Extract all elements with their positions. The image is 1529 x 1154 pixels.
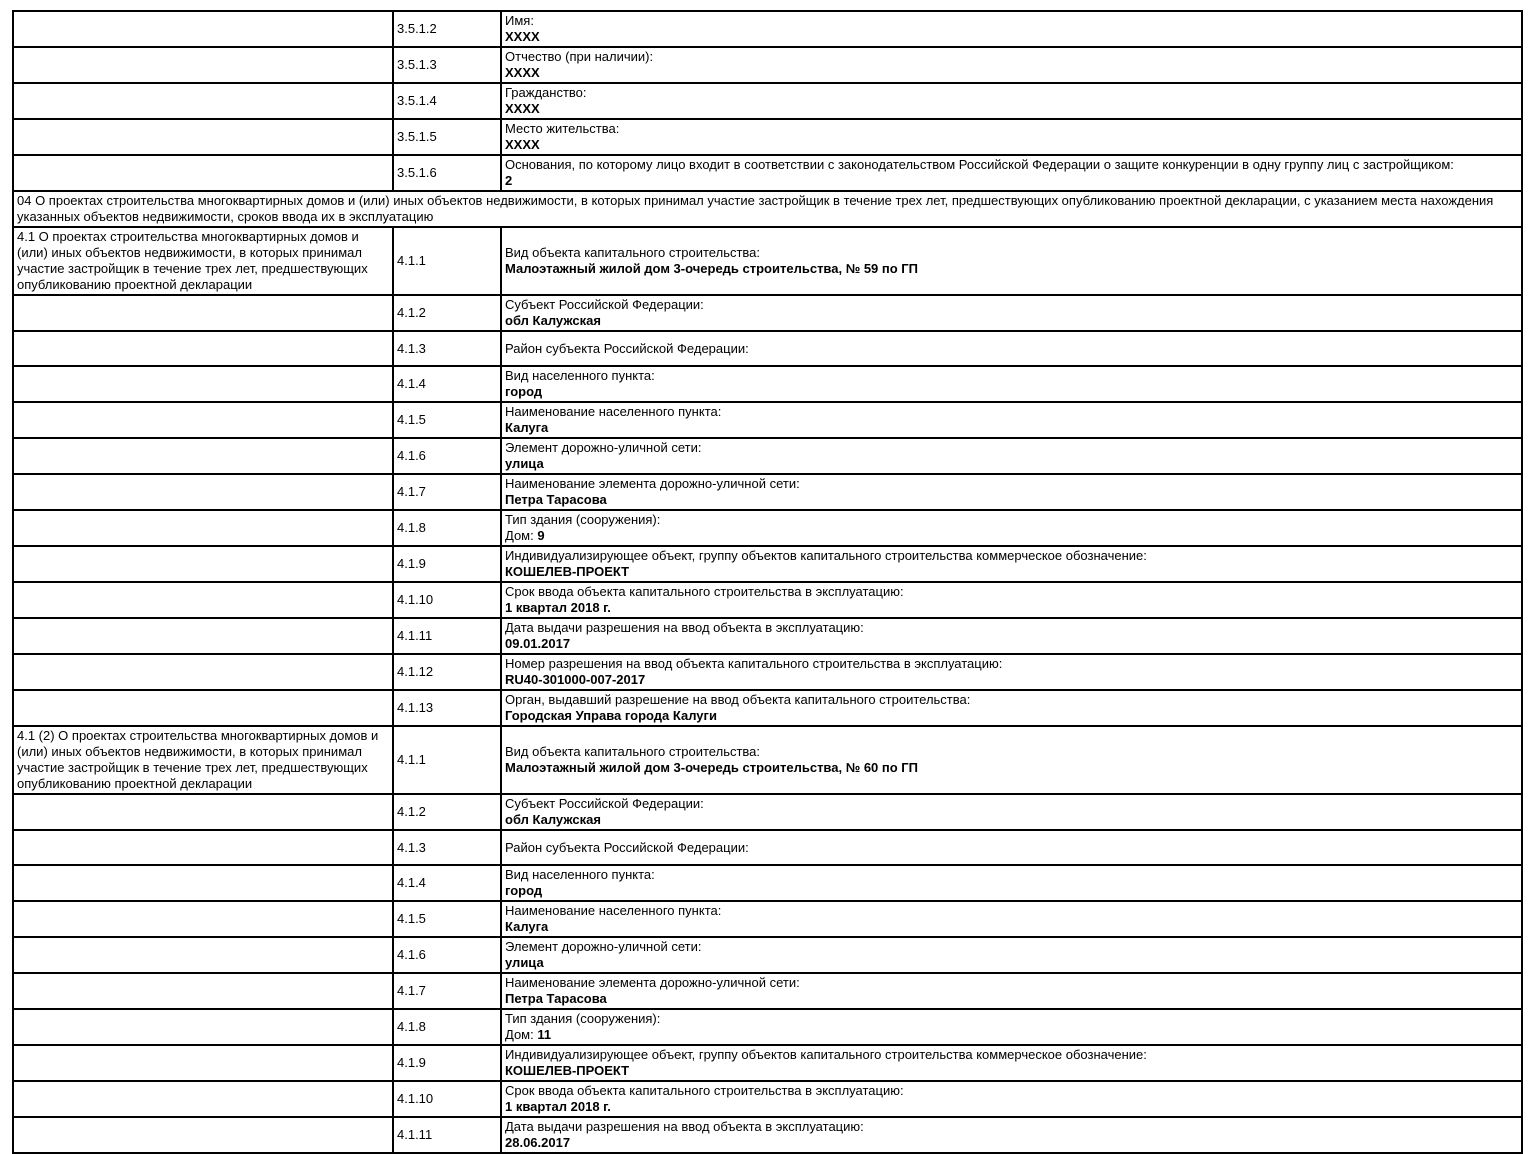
field-label: Место жительства: bbox=[505, 121, 620, 136]
row-number: 4.1.4 bbox=[393, 865, 501, 901]
field-value bbox=[505, 955, 1518, 971]
empty-cell bbox=[13, 366, 393, 402]
row-content bbox=[501, 901, 1522, 937]
row-content bbox=[501, 973, 1522, 1009]
table-row bbox=[13, 618, 1522, 654]
field-label: Наименование элемента дорожно-уличной сети: bbox=[505, 476, 800, 491]
row-number: 4.1.10 bbox=[393, 1081, 501, 1117]
field-label: Район субъекта Российской Федерации: bbox=[505, 340, 749, 356]
field-value-text: Городская Управа города Калуги bbox=[505, 708, 717, 723]
field-label: Орган, выдавший разрешение на ввод объекта капитального строительства: bbox=[505, 692, 971, 707]
row-number: 3.5.1.2 bbox=[393, 11, 501, 47]
field-value bbox=[505, 883, 1518, 899]
field-value-text: КОШЕЛЕВ-ПРОЕКТ bbox=[505, 564, 630, 579]
table-row bbox=[13, 690, 1522, 726]
field-label: Тип здания (сооружения): bbox=[505, 1011, 661, 1026]
field-label: Вид населенного пункта: bbox=[505, 867, 655, 882]
table-row bbox=[13, 901, 1522, 937]
empty-cell bbox=[13, 654, 393, 690]
table-row bbox=[13, 973, 1522, 1009]
field-value bbox=[505, 1063, 1518, 1079]
field-value-text: 11 bbox=[537, 1027, 552, 1042]
table-row bbox=[13, 295, 1522, 331]
table-row bbox=[13, 937, 1522, 973]
field-label: Район субъекта Российской Федерации: bbox=[505, 839, 749, 855]
field-value bbox=[505, 137, 1518, 153]
row-number: 4.1.3 bbox=[393, 830, 501, 865]
row-content bbox=[501, 865, 1522, 901]
field-value bbox=[505, 101, 1518, 117]
row-content bbox=[501, 83, 1522, 119]
row-number: 3.5.1.3 bbox=[393, 47, 501, 83]
field-value-prefix: Дом: bbox=[505, 528, 538, 543]
field-value bbox=[505, 384, 1518, 400]
table-row bbox=[13, 794, 1522, 830]
field-value-text: улица bbox=[505, 955, 544, 970]
row-content bbox=[501, 366, 1522, 402]
empty-cell bbox=[13, 119, 393, 155]
empty-cell bbox=[13, 973, 393, 1009]
field-value-text: Калуга bbox=[505, 420, 549, 435]
row-content bbox=[501, 1009, 1522, 1045]
field-value bbox=[505, 420, 1518, 436]
field-value-text: 1 квартал 2018 г. bbox=[505, 1099, 611, 1114]
empty-cell bbox=[13, 402, 393, 438]
field-value bbox=[505, 812, 1518, 828]
row-content bbox=[501, 794, 1522, 830]
row-number: 4.1.3 bbox=[393, 331, 501, 366]
empty-cell bbox=[13, 865, 393, 901]
field-label: Вид объекта капитального строительства: bbox=[505, 744, 761, 759]
empty-cell bbox=[13, 438, 393, 474]
field-label: Гражданство: bbox=[505, 85, 587, 100]
table-row bbox=[13, 865, 1522, 901]
field-label: Отчество (при наличии): bbox=[505, 49, 654, 64]
row-content bbox=[501, 726, 1522, 794]
empty-cell bbox=[13, 830, 393, 865]
block-title-cell: 4.1 (2) О проектах строительства многоквартирных домов и (или) иных объектов недвижимости, в которых принимал участие застройщик в течение трех лет, предшествующих опубликованию проектной декларации bbox=[13, 726, 393, 794]
field-value bbox=[505, 636, 1518, 652]
field-label: Вид населенного пункта: bbox=[505, 368, 655, 383]
field-value-text: Малоэтажный жилой дом 3-очередь строительства, № 60 по ГП bbox=[505, 760, 919, 775]
row-content bbox=[501, 1081, 1522, 1117]
table-row bbox=[13, 582, 1522, 618]
empty-cell bbox=[13, 1009, 393, 1045]
field-value-text: XXXX bbox=[505, 137, 540, 152]
field-value-text: обл Калужская bbox=[505, 812, 601, 827]
table-row bbox=[13, 1009, 1522, 1045]
row-content bbox=[501, 510, 1522, 546]
row-number: 4.1.1 bbox=[393, 227, 501, 295]
empty-cell bbox=[13, 901, 393, 937]
field-value bbox=[505, 600, 1518, 616]
field-label: Срок ввода объекта капитального строительства в эксплуатацию: bbox=[505, 1083, 904, 1098]
row-number: 4.1.8 bbox=[393, 1009, 501, 1045]
row-content bbox=[501, 1117, 1522, 1153]
table-row bbox=[13, 366, 1522, 402]
field-value bbox=[505, 760, 1518, 776]
table-row bbox=[13, 47, 1522, 83]
row-number: 4.1.7 bbox=[393, 973, 501, 1009]
field-value-text: город bbox=[505, 384, 543, 399]
table-row bbox=[13, 119, 1522, 155]
empty-cell bbox=[13, 937, 393, 973]
field-value-text: 09.01.2017 bbox=[505, 636, 571, 651]
field-value bbox=[505, 919, 1518, 935]
empty-cell bbox=[13, 83, 393, 119]
field-value bbox=[505, 528, 1518, 544]
row-number: 4.1.9 bbox=[393, 1045, 501, 1081]
section-header-row bbox=[13, 191, 1522, 227]
table-row bbox=[13, 1117, 1522, 1153]
field-label: Основания, по которому лицо входит в соответствии с законодательством Российской Федерации о защите конкуренции в одну группу лиц с застройщиком: bbox=[505, 157, 1454, 172]
field-value-text: 1 квартал 2018 г. bbox=[505, 600, 611, 615]
row-number: 4.1.13 bbox=[393, 690, 501, 726]
field-label: Дата выдачи разрешения на ввод объекта в эксплуатацию: bbox=[505, 1119, 864, 1134]
field-label: Элемент дорожно-уличной сети: bbox=[505, 440, 702, 455]
row-number: 4.1.12 bbox=[393, 654, 501, 690]
empty-cell bbox=[13, 1117, 393, 1153]
row-number: 4.1.5 bbox=[393, 402, 501, 438]
field-value bbox=[505, 564, 1518, 580]
field-label: Имя: bbox=[505, 13, 534, 28]
row-number: 4.1.2 bbox=[393, 295, 501, 331]
field-value-text: XXXX bbox=[505, 29, 540, 44]
empty-cell bbox=[13, 11, 393, 47]
table-row bbox=[13, 510, 1522, 546]
table-row bbox=[13, 1081, 1522, 1117]
row-number: 4.1.11 bbox=[393, 1117, 501, 1153]
row-number: 4.1.9 bbox=[393, 546, 501, 582]
empty-cell bbox=[13, 1045, 393, 1081]
field-value-text: обл Калужская bbox=[505, 313, 601, 328]
row-number: 4.1.5 bbox=[393, 901, 501, 937]
empty-cell bbox=[13, 331, 393, 366]
row-content bbox=[501, 295, 1522, 331]
row-content bbox=[501, 830, 1522, 865]
field-value bbox=[505, 456, 1518, 472]
table-row bbox=[13, 1045, 1522, 1081]
empty-cell bbox=[13, 295, 393, 331]
table-row bbox=[13, 830, 1522, 865]
field-label: Субъект Российской Федерации: bbox=[505, 297, 704, 312]
empty-cell bbox=[13, 582, 393, 618]
empty-cell bbox=[13, 47, 393, 83]
empty-cell bbox=[13, 1081, 393, 1117]
field-value-text: КОШЕЛЕВ-ПРОЕКТ bbox=[505, 1063, 630, 1078]
row-number: 3.5.1.4 bbox=[393, 83, 501, 119]
empty-cell bbox=[13, 618, 393, 654]
block-title-cell: 4.1 О проектах строительства многоквартирных домов и (или) иных объектов недвижимости, в которых принимал участие застройщик в течение трех лет, предшествующих опубликованию проектной декларации bbox=[13, 227, 393, 295]
table-row bbox=[13, 726, 1522, 794]
field-value-text: Малоэтажный жилой дом 3-очередь строительства, № 59 по ГП bbox=[505, 261, 919, 276]
row-number: 4.1.6 bbox=[393, 937, 501, 973]
row-content bbox=[501, 654, 1522, 690]
row-content bbox=[501, 438, 1522, 474]
project-declaration-table bbox=[12, 10, 1523, 1154]
table-row bbox=[13, 546, 1522, 582]
field-value-text: Петра Тарасова bbox=[505, 492, 607, 507]
row-number: 4.1.6 bbox=[393, 438, 501, 474]
empty-cell bbox=[13, 794, 393, 830]
field-label: Наименование населенного пункта: bbox=[505, 404, 722, 419]
empty-cell bbox=[13, 155, 393, 191]
field-value bbox=[505, 492, 1518, 508]
field-label: Срок ввода объекта капитального строительства в эксплуатацию: bbox=[505, 584, 904, 599]
field-value bbox=[505, 672, 1518, 688]
table-row bbox=[13, 474, 1522, 510]
row-content bbox=[501, 1045, 1522, 1081]
row-content bbox=[501, 474, 1522, 510]
row-number: 4.1.7 bbox=[393, 474, 501, 510]
row-content bbox=[501, 11, 1522, 47]
empty-cell bbox=[13, 510, 393, 546]
section-header: 04 О проектах строительства многоквартирных домов и (или) иных объектов недвижимости, в которых принимал участие застройщик в течение трех лет, предшествующих опубликованию проектной декларации, с указанием места нахождения указанных объектов недвижимости, сроков ввода их в эксплуатацию bbox=[13, 191, 1522, 227]
table-row bbox=[13, 438, 1522, 474]
field-value-text: 9 bbox=[537, 528, 545, 543]
row-number: 3.5.1.6 bbox=[393, 155, 501, 191]
row-number: 3.5.1.5 bbox=[393, 119, 501, 155]
row-content bbox=[501, 690, 1522, 726]
field-value-text: 2 bbox=[505, 173, 513, 188]
field-value bbox=[505, 29, 1518, 45]
row-content bbox=[501, 155, 1522, 191]
table-row bbox=[13, 155, 1522, 191]
row-content bbox=[501, 582, 1522, 618]
field-value bbox=[505, 65, 1518, 81]
row-content bbox=[501, 331, 1522, 366]
field-value-text: улица bbox=[505, 456, 544, 471]
field-label: Субъект Российской Федерации: bbox=[505, 796, 704, 811]
row-number: 4.1.4 bbox=[393, 366, 501, 402]
field-value-text: 28.06.2017 bbox=[505, 1135, 571, 1150]
field-label: Наименование элемента дорожно-уличной сети: bbox=[505, 975, 800, 990]
field-label: Наименование населенного пункта: bbox=[505, 903, 722, 918]
row-content bbox=[501, 937, 1522, 973]
field-label: Номер разрешения на ввод объекта капитального строительства в эксплуатацию: bbox=[505, 656, 1003, 671]
field-value bbox=[505, 1027, 1518, 1043]
empty-cell bbox=[13, 474, 393, 510]
table-body bbox=[13, 11, 1522, 1153]
field-value-text: Петра Тарасова bbox=[505, 991, 607, 1006]
row-content bbox=[501, 618, 1522, 654]
field-value-prefix: Дом: bbox=[505, 1027, 538, 1042]
field-value bbox=[505, 173, 1518, 189]
field-label: Элемент дорожно-уличной сети: bbox=[505, 939, 702, 954]
table-row bbox=[13, 11, 1522, 47]
field-value bbox=[505, 261, 1518, 277]
field-value-text: город bbox=[505, 883, 543, 898]
field-value bbox=[505, 708, 1518, 724]
row-number: 4.1.11 bbox=[393, 618, 501, 654]
table-row bbox=[13, 227, 1522, 295]
field-label: Индивидуализирующее объект, группу объектов капитального строительства коммерческое обозначение: bbox=[505, 1047, 1147, 1062]
row-content bbox=[501, 47, 1522, 83]
row-number: 4.1.2 bbox=[393, 794, 501, 830]
field-value-text: XXXX bbox=[505, 65, 540, 80]
table-row bbox=[13, 654, 1522, 690]
field-value-text: XXXX bbox=[505, 101, 540, 116]
row-content bbox=[501, 227, 1522, 295]
row-content bbox=[501, 402, 1522, 438]
table-row bbox=[13, 402, 1522, 438]
field-label: Дата выдачи разрешения на ввод объекта в эксплуатацию: bbox=[505, 620, 864, 635]
row-content bbox=[501, 546, 1522, 582]
row-content bbox=[501, 119, 1522, 155]
field-label: Вид объекта капитального строительства: bbox=[505, 245, 761, 260]
field-value bbox=[505, 1099, 1518, 1115]
field-value bbox=[505, 991, 1518, 1007]
field-label: Тип здания (сооружения): bbox=[505, 512, 661, 527]
field-value bbox=[505, 313, 1518, 329]
row-number: 4.1.8 bbox=[393, 510, 501, 546]
empty-cell bbox=[13, 690, 393, 726]
row-number: 4.1.10 bbox=[393, 582, 501, 618]
table-row bbox=[13, 331, 1522, 366]
field-label: Индивидуализирующее объект, группу объектов капитального строительства коммерческое обозначение: bbox=[505, 548, 1147, 563]
field-value-text: Калуга bbox=[505, 919, 549, 934]
field-value-text: RU40-301000-007-2017 bbox=[505, 672, 646, 687]
table-row bbox=[13, 83, 1522, 119]
empty-cell bbox=[13, 546, 393, 582]
row-number: 4.1.1 bbox=[393, 726, 501, 794]
field-value bbox=[505, 1135, 1518, 1151]
